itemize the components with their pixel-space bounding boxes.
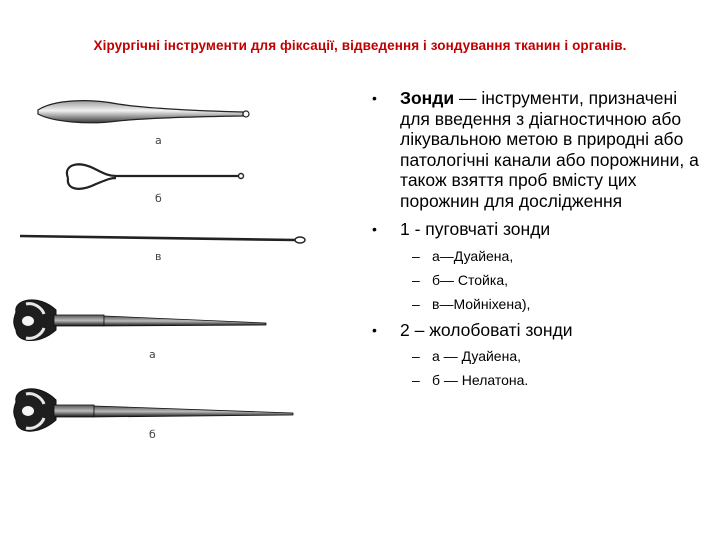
bullet-marker: • xyxy=(372,90,377,106)
bullet-definition xyxy=(370,88,700,211)
figure-label-a1: а xyxy=(155,134,162,147)
dash-marker: – xyxy=(412,247,420,264)
description-list xyxy=(370,88,700,396)
figure-label-v: в xyxy=(155,250,162,263)
grooved-probes-heading: 2 – жолобоваті зонди xyxy=(400,319,573,340)
list-item xyxy=(370,272,700,289)
probes-drawing xyxy=(8,88,338,468)
definition-text: — інструменти, призначені для введення з діагностичною або лікувальною метою в природні або патологічні канали або порожнини, а також взяття проб вмісту цих порожнин для дослідження xyxy=(400,88,699,211)
term-zondy: Зонди xyxy=(400,88,455,108)
bullet-marker: • xyxy=(372,221,377,237)
list-item-text: в—Мойніхена), xyxy=(432,295,531,312)
list-item-text: а — Дуайена, xyxy=(432,348,521,364)
list-item-text: б — Нелатона. xyxy=(432,372,529,388)
bullet-grooved-probes xyxy=(370,320,700,341)
list-item-text: а—Дуайена, xyxy=(432,247,514,264)
dash-marker: – xyxy=(412,295,420,312)
bullet-marker: • xyxy=(372,321,377,338)
dash-marker: – xyxy=(412,372,420,388)
figure-label-a2: а xyxy=(149,348,156,361)
list-item-text: б— Стойка, xyxy=(432,271,508,288)
list-item xyxy=(370,348,700,365)
probe-loop-b xyxy=(67,164,244,188)
list-item xyxy=(370,248,700,265)
probe-thin-v xyxy=(20,236,305,243)
figure-label-b1: б xyxy=(155,192,162,205)
figure-label-b2: б xyxy=(149,428,156,441)
slide-title: Хірургічні інструменти для фіксації, відведення і зондування тканин і органів. xyxy=(93,38,627,53)
list-item xyxy=(370,296,700,313)
dash-marker: – xyxy=(412,271,420,288)
bullet-button-probes xyxy=(370,219,700,240)
probes-illustration xyxy=(8,88,338,468)
button-probes-heading: 1 - пуговчаті зонди xyxy=(400,219,551,239)
grooved-probe-a xyxy=(14,300,266,341)
dash-marker: – xyxy=(412,348,420,364)
list-item xyxy=(370,372,700,389)
grooved-probe-b xyxy=(14,389,293,431)
probe-leaf-a xyxy=(38,101,249,123)
